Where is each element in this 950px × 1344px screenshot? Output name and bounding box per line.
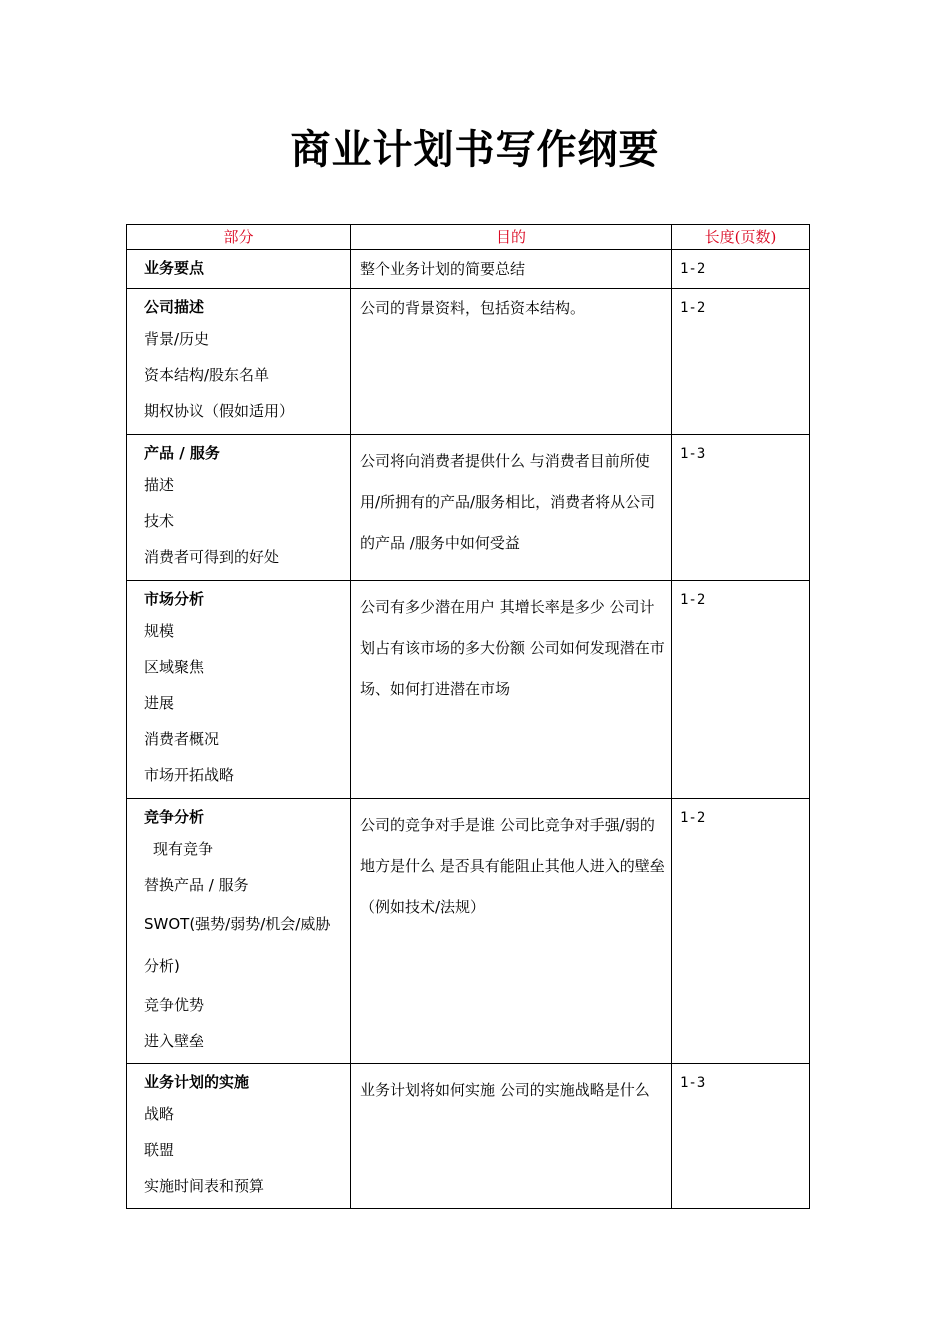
section-cell	[127, 1064, 351, 1209]
header-length: 长度(页数)	[672, 225, 810, 250]
list-item: 消费者概况	[144, 730, 220, 748]
list-item: 资本结构/股东名单	[144, 366, 270, 384]
list-item: 战略	[144, 1105, 175, 1123]
section-title: 业务计划的实施	[144, 1073, 250, 1091]
header-section: 部分	[127, 225, 351, 250]
section-title: 业务要点	[144, 259, 205, 277]
purpose-cell: 公司的竞争对手是谁 公司比竞争对手强/弱的地方是什么 是否具有能阻止其他人进入的壁垒（例如技术/法规）	[351, 799, 672, 1064]
length-cell: 1-3	[672, 435, 810, 581]
section-title: 市场分析	[144, 590, 205, 608]
section-title: 公司描述	[144, 298, 205, 316]
section-title: 竞争分析	[144, 808, 205, 826]
list-item: 期权协议（假如适用）	[144, 402, 295, 420]
table-row	[127, 581, 810, 799]
list-item: 进展	[144, 694, 175, 712]
list-item: 替换产品 / 服务	[144, 876, 249, 894]
list-item: 技术	[144, 512, 175, 530]
list-item: SWOT(强势/弱势/机会/威胁分析)	[144, 915, 331, 975]
purpose-cell: 业务计划将如何实施 公司的实施战略是什么	[351, 1064, 672, 1209]
length-cell: 1-2	[672, 289, 810, 435]
section-cell	[127, 435, 351, 581]
purpose-cell: 公司的背景资料，包括资本结构。	[351, 289, 672, 435]
table-row	[127, 289, 810, 435]
header-purpose: 目的	[351, 225, 672, 250]
length-cell: 1-2	[672, 250, 810, 289]
list-item: 消费者可得到的好处	[144, 548, 280, 566]
section-title: 产品 / 服务	[144, 444, 220, 462]
list-item: 市场开拓战略	[144, 766, 235, 784]
purpose-cell: 整个业务计划的简要总结	[351, 250, 672, 289]
list-item: 背景/历史	[144, 330, 210, 348]
length-cell: 1-3	[672, 1064, 810, 1209]
list-item: 联盟	[144, 1141, 175, 1159]
list-item: 现有竞争	[153, 840, 214, 858]
length-cell: 1-2	[672, 581, 810, 799]
list-item: 描述	[144, 476, 175, 494]
purpose-cell: 公司有多少潜在用户 其增长率是多少 公司计划占有该市场的多大份额 公司如何发现潜在市场、如何打进潜在市场	[351, 581, 672, 799]
list-item: 规模	[144, 622, 175, 640]
section-cell	[127, 289, 351, 435]
table-header-row	[127, 225, 810, 250]
section-cell	[127, 250, 351, 289]
list-item: 进入壁垒	[144, 1032, 205, 1050]
list-item: 竞争优势	[144, 996, 205, 1014]
outline-table	[126, 224, 810, 1209]
page-title: 商业计划书写作纲要	[290, 126, 660, 173]
table-row	[127, 435, 810, 581]
section-cell	[127, 799, 351, 1064]
list-item: 实施时间表和预算	[144, 1177, 265, 1195]
purpose-cell: 公司将向消费者提供什么 与消费者目前所使用/所拥有的产品/服务相比，消费者将从公司的产品 /服务中如何受益	[351, 435, 672, 581]
section-cell	[127, 581, 351, 799]
list-item: 区域聚焦	[144, 658, 205, 676]
table-row	[127, 250, 810, 289]
table-row	[127, 799, 810, 1064]
length-cell: 1-2	[672, 799, 810, 1064]
table-row	[127, 1064, 810, 1209]
